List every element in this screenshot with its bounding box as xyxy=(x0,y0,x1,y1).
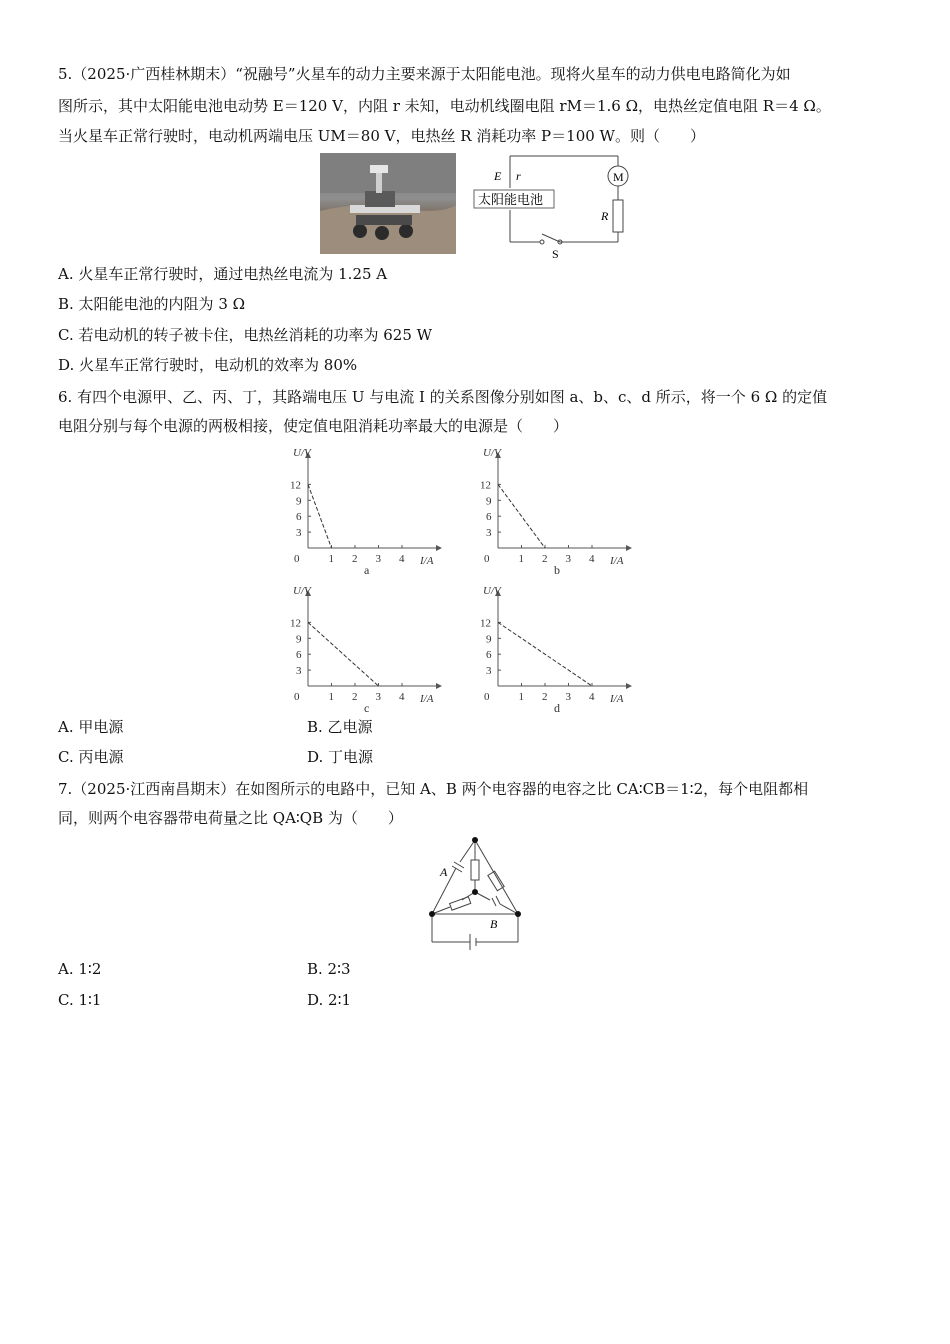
graph-c-y-tick-label: 6 xyxy=(296,649,302,662)
graph-b-x-label: I/A xyxy=(610,555,624,567)
graph-d-origin-label: 0 xyxy=(484,691,490,703)
graph-a-x-label: I/A xyxy=(420,555,434,567)
q6-stem-line1: 6. 有四个电源甲、乙、丙、丁，其路端电压 U 与电流 I 的关系图像分别如图 a、b、c、d 所示，将一个 6 Ω 的定值 xyxy=(58,388,828,406)
q6-option-c: C. 丙电源 xyxy=(58,748,124,766)
switch-label: S xyxy=(552,247,559,261)
q7-option-c: C. 1∶1 xyxy=(58,991,102,1009)
graph-b-x-tick-label: 1 xyxy=(518,553,524,565)
graph-c-x-tick-label: 2 xyxy=(352,691,358,703)
graph-c-x-tick-label: 3 xyxy=(375,691,381,703)
graph-b-y-tick-label: 3 xyxy=(486,527,492,540)
graph-a-origin-label: 0 xyxy=(294,553,300,565)
graph-d-x-tick-label: 4 xyxy=(589,691,595,703)
q6-stem-line2: 电阻分别与每个电源的两极相接，使定值电阻消耗功率最大的电源是（ ） xyxy=(58,417,569,435)
graph-b-caption: b xyxy=(554,563,560,577)
graph-d-y-tick-label: 12 xyxy=(480,617,491,630)
q7-option-d: D. 2∶1 xyxy=(307,991,352,1009)
graph-a-x-tick-label: 2 xyxy=(352,553,358,565)
q5-stem-line3: 当火星车正常行驶时，电动机两端电压 UM＝80 V，电热丝 R 消耗功率 P＝100 W。则（ ） xyxy=(58,127,705,145)
graph-d-y-label: U/V xyxy=(483,585,501,597)
rover-illustration xyxy=(320,153,456,254)
graph-a-y-tick-label: 12 xyxy=(290,479,301,492)
graph-c-y-tick-label: 9 xyxy=(296,633,302,646)
q7-option-b: B. 2∶3 xyxy=(307,960,351,978)
q5-option-a: A. 火星车正常行驶时，通过电热丝电流为 1.25 A xyxy=(58,265,388,283)
capacitor-b-label: B xyxy=(490,917,498,931)
graph-b-x-tick-label: 2 xyxy=(542,553,548,565)
ui-graphs xyxy=(280,440,670,720)
graph-d-x-tick-label: 3 xyxy=(565,691,571,703)
capacitor-a-label: A xyxy=(440,865,448,879)
graph-b-origin-label: 0 xyxy=(484,553,490,565)
graph-d-x-arrow xyxy=(626,683,632,689)
graph-b-u-i-line xyxy=(498,484,545,548)
internal-resistance-label: r xyxy=(516,169,521,183)
q7-stem-line1: 7.（2025·江西南昌期末）在如图所示的电路中，已知 A、B 两个电容器的电容之比 CA∶CB＝1∶2，每个电阻都相 xyxy=(58,780,809,798)
mars-rover-photo xyxy=(320,153,456,254)
graph-b-y-tick-label: 12 xyxy=(480,479,491,492)
q5-option-d: D. 火星车正常行驶时，电动机的效率为 80% xyxy=(58,356,358,374)
graph-a-caption: a xyxy=(364,563,370,577)
graph-c-origin-label: 0 xyxy=(294,691,300,703)
graph-d-u-i-line xyxy=(498,622,592,686)
graph-c-x-tick-label: 4 xyxy=(399,691,405,703)
graph-a-x-tick-label: 3 xyxy=(375,553,381,565)
graph-b-x-arrow xyxy=(626,545,632,551)
resistor-label: R xyxy=(601,209,609,223)
graph-d-y-tick-label: 3 xyxy=(486,665,492,678)
graph-a-y-tick-label: 3 xyxy=(296,527,302,540)
graph-c-y-tick-label: 12 xyxy=(290,617,301,630)
graph-b-y-tick-label: 6 xyxy=(486,511,492,524)
q7-circuit-diagram xyxy=(420,832,530,954)
graph-c-y-label: U/V xyxy=(293,585,311,597)
q5-option-c: C. 若电动机的转子被卡住，电热丝消耗的功率为 625 W xyxy=(58,326,433,344)
graph-d-caption: d xyxy=(554,701,560,715)
graph-b-y-label: U/V xyxy=(483,447,501,459)
graph-b-x-tick-label: 3 xyxy=(565,553,571,565)
graph-a-y-tick-label: 9 xyxy=(296,495,302,508)
graph-a-x-tick-label: 1 xyxy=(328,553,334,565)
graph-c-y-tick-label: 3 xyxy=(296,665,302,678)
graph-d-y-tick-label: 9 xyxy=(486,633,492,646)
graph-d-x-tick-label: 1 xyxy=(518,691,524,703)
graph-a-x-arrow xyxy=(436,545,442,551)
q7-option-a: A. 1∶2 xyxy=(58,960,102,978)
q5-circuit-diagram xyxy=(468,150,638,262)
graph-b-y-tick-label: 9 xyxy=(486,495,492,508)
graph-c-x-tick-label: 1 xyxy=(328,691,334,703)
motor-label: M xyxy=(613,170,624,184)
q7-stem-line2: 同，则两个电容器带电荷量之比 QA∶QB 为（ ） xyxy=(58,809,403,827)
q5-option-b: B. 太阳能电池的内阻为 3 Ω xyxy=(58,295,246,313)
solar-battery-label: 太阳能电池 xyxy=(478,192,544,207)
graph-a-y-tick-label: 6 xyxy=(296,511,302,524)
q5-stem-line2: 图所示，其中太阳能电池电动势 E＝120 V，内阻 r 未知，电动机线圈电阻 rM＝1.6 Ω，电热丝定值电阻 R＝4 Ω。 xyxy=(58,97,831,115)
q6-option-b: B. 乙电源 xyxy=(307,718,373,736)
graph-c-caption: c xyxy=(364,701,370,715)
q6-option-a: A. 甲电源 xyxy=(58,718,124,736)
graph-a-u-i-line xyxy=(308,484,332,548)
graph-a-y-label: U/V xyxy=(293,447,311,459)
graph-a-x-tick-label: 4 xyxy=(399,553,405,565)
graph-d-y-tick-label: 6 xyxy=(486,649,492,662)
graph-c-u-i-line xyxy=(308,622,379,686)
graph-d-x-tick-label: 2 xyxy=(542,691,548,703)
emf-label: E xyxy=(494,169,502,183)
q5-stem-line1: 5.（2025·广西桂林期末）“祝融号”火星车的动力主要来源于太阳能电池。现将火星车的动力供电电路简化为如 xyxy=(58,65,791,83)
q6-option-d: D. 丁电源 xyxy=(307,748,374,766)
graph-b-x-tick-label: 4 xyxy=(589,553,595,565)
graph-d-x-label: I/A xyxy=(610,693,624,705)
graph-c-x-label: I/A xyxy=(420,693,434,705)
graph-c-x-arrow xyxy=(436,683,442,689)
